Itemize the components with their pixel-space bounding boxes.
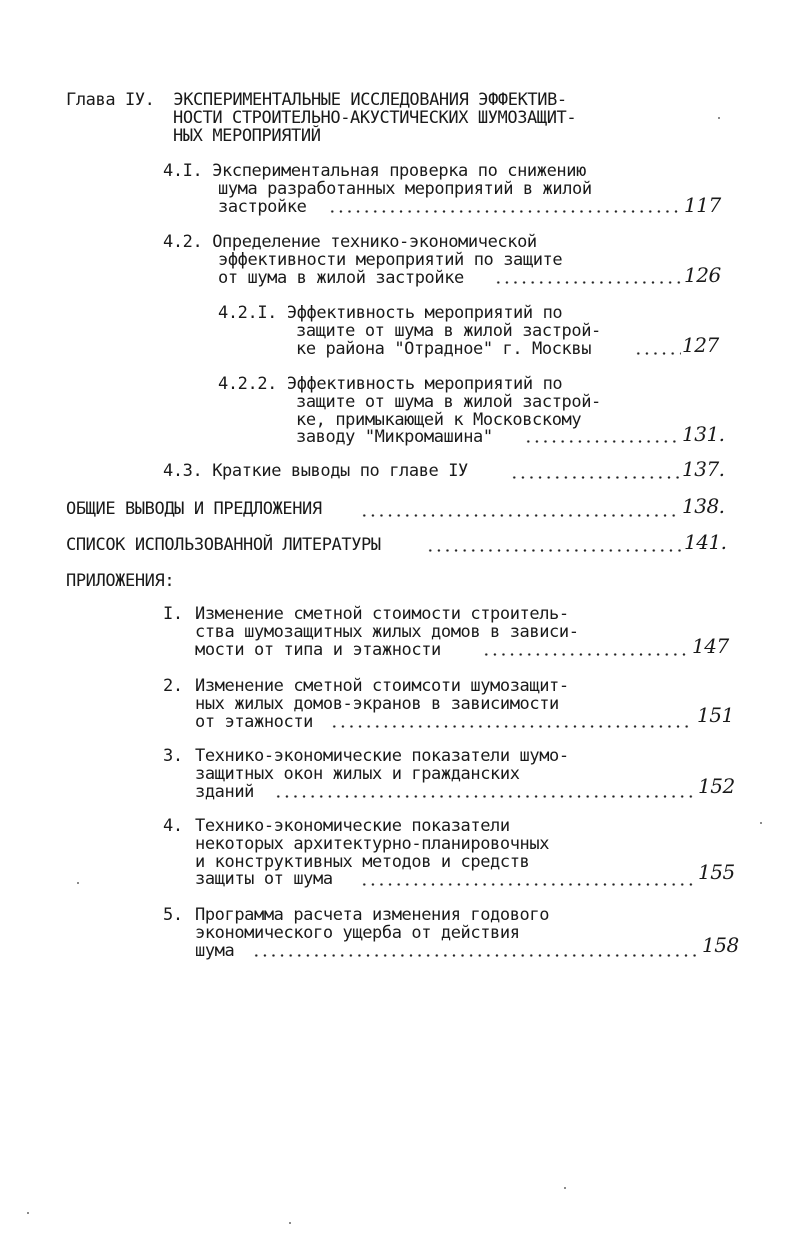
toc-entry-4-1 [163,163,586,181]
leader-dots [634,352,681,355]
entry-text: шума [195,940,235,961]
entry-text: эффективности мероприятий по защите [218,250,563,270]
page-number: 137. [682,457,725,481]
toc-entry-4-2-1-cont [296,323,601,358]
toc-entry-4-2-1 [218,305,562,323]
entry-number: 4. [163,816,183,836]
entry-text: Технико-экономические показатели шумо- [195,746,569,766]
entry-text: зданий [195,781,255,802]
page-number: 117 [684,193,721,217]
entry-text: мости от типа и этажности [195,639,441,660]
page-number: 151 [697,703,734,727]
scan-speck [760,822,762,824]
entry-text: защите от шума в жилой застрой- [296,392,601,412]
page-number: 152 [698,774,735,798]
chapter-title-line: НЫХ МЕРОПРИЯТИЙ [173,125,321,146]
entry-text: и конструктивных методов и средств [195,851,530,872]
entry-text: защите от шума в жилой застрой- [296,321,601,341]
scan-speck [77,882,79,884]
toc-general-conclusions: ОБЩИЕ ВЫВОДЫ И ПРЕДЛОЖЕНИЯ [66,499,322,519]
page-number: 131. [682,422,725,446]
leader-dots [494,281,681,284]
appendix-heading: ПРИЛОЖЕНИЯ: [66,571,175,591]
entry-text: Программа расчета изменения годового [195,905,550,925]
entry-text: Изменение сметной стоимсоти шумозащит- [195,676,569,696]
leader-dots [426,549,681,552]
leader-dots [252,954,699,957]
toc-entry-4-2 [163,234,537,252]
entry-text: шума разработанных мероприятий в жилой [218,179,592,199]
scan-speck [718,117,720,119]
entry-text: ства шумозащитных жилых домов в зависи- [195,622,579,642]
entry-text: Технико-экономические показатели [195,816,510,836]
entry-text: некоторых архитектурно-планировочных [195,834,550,854]
entry-text: Эффективность мероприятий по [286,303,563,323]
appendix-entry-4 [163,818,510,836]
entry-text: ке, примыкающей к Московскому [296,409,582,430]
toc-entry-4-2-2-cont [296,394,601,447]
leader-dots [482,653,689,656]
page-number: 147 [692,634,729,658]
toc-entry-4-3 [163,463,468,481]
appendix-entry-4-cont [195,836,549,889]
entry-number: I. [163,604,183,624]
entry-text: от шума в жилой застройке [218,267,464,288]
chapter-heading [66,92,567,110]
entry-text: заводу "Микромашина" [296,427,493,447]
appendix-entry-5 [163,907,549,925]
chapter-title-line: ЭКСПЕРИМЕНТАЛЬНЫЕ ИССЛЕДОВАНИЯ ЭФФЕКТИВ- [173,90,567,110]
leader-dots [360,514,681,517]
entry-number: 3. [163,746,183,766]
appendix-entry-1 [163,606,569,624]
page-number: 127 [682,333,719,357]
leader-dots [274,795,695,798]
entry-text: от этажности [195,711,314,732]
scan-speck [564,1187,566,1189]
chapter-title-line: НОСТИ СТРОИТЕЛЬНО-АКУСТИЧЕСКИХ ШУМОЗАЩИТ- [173,108,577,128]
entry-number: 4.2.I. [218,303,278,323]
page-number: 138. [682,494,725,518]
entry-text: Эффективность мероприятий по [286,374,563,394]
scan-speck [27,1212,29,1214]
entry-text: Изменение сметной стоимости строитель- [195,604,569,624]
toc-references: СПИСОК ИСПОЛЬЗОВАННОЙ ЛИТЕРАТУРЫ [66,535,381,555]
entry-text: Определение технико-экономической [212,232,537,252]
entry-text: ке района "Отрадное" г. Москвы [296,338,592,359]
leader-dots [330,725,689,728]
page-number: 141. [684,530,727,554]
entry-text: экономического ущерба от действия [195,923,520,943]
entry-text: защиты от шума [195,869,333,889]
chapter-title-cont [173,110,576,145]
page-number: 155 [698,860,735,884]
entry-text: защитных окон жилых и гражданских [195,764,520,784]
chapter-prefix: Глава IУ. [66,90,155,110]
entry-number: 4.I. [163,161,203,181]
entry-number: 4.3. [163,461,203,481]
entry-text: застройке [218,196,307,217]
entry-text: Краткие выводы по главе IУ [212,461,468,481]
leader-dots [360,883,695,886]
entry-number: 5. [163,905,183,925]
entry-text: Экспериментальная проверка по снижению [212,161,586,181]
scan-speck [289,1222,291,1224]
leader-dots [328,210,681,213]
entry-text: ных жилых домов-экранов в зависимости [195,694,559,714]
leader-dots [510,476,681,479]
appendix-entry-2 [163,678,569,696]
entry-number: 4.2. [163,232,203,252]
entry-number: 4.2.2. [218,374,278,394]
entry-number: 2. [163,676,183,696]
toc-entry-4-2-2 [218,376,562,394]
appendix-entry-3 [163,748,569,766]
page-number: 126 [684,263,721,287]
page-number: 158 [702,933,739,957]
leader-dots [524,440,681,443]
